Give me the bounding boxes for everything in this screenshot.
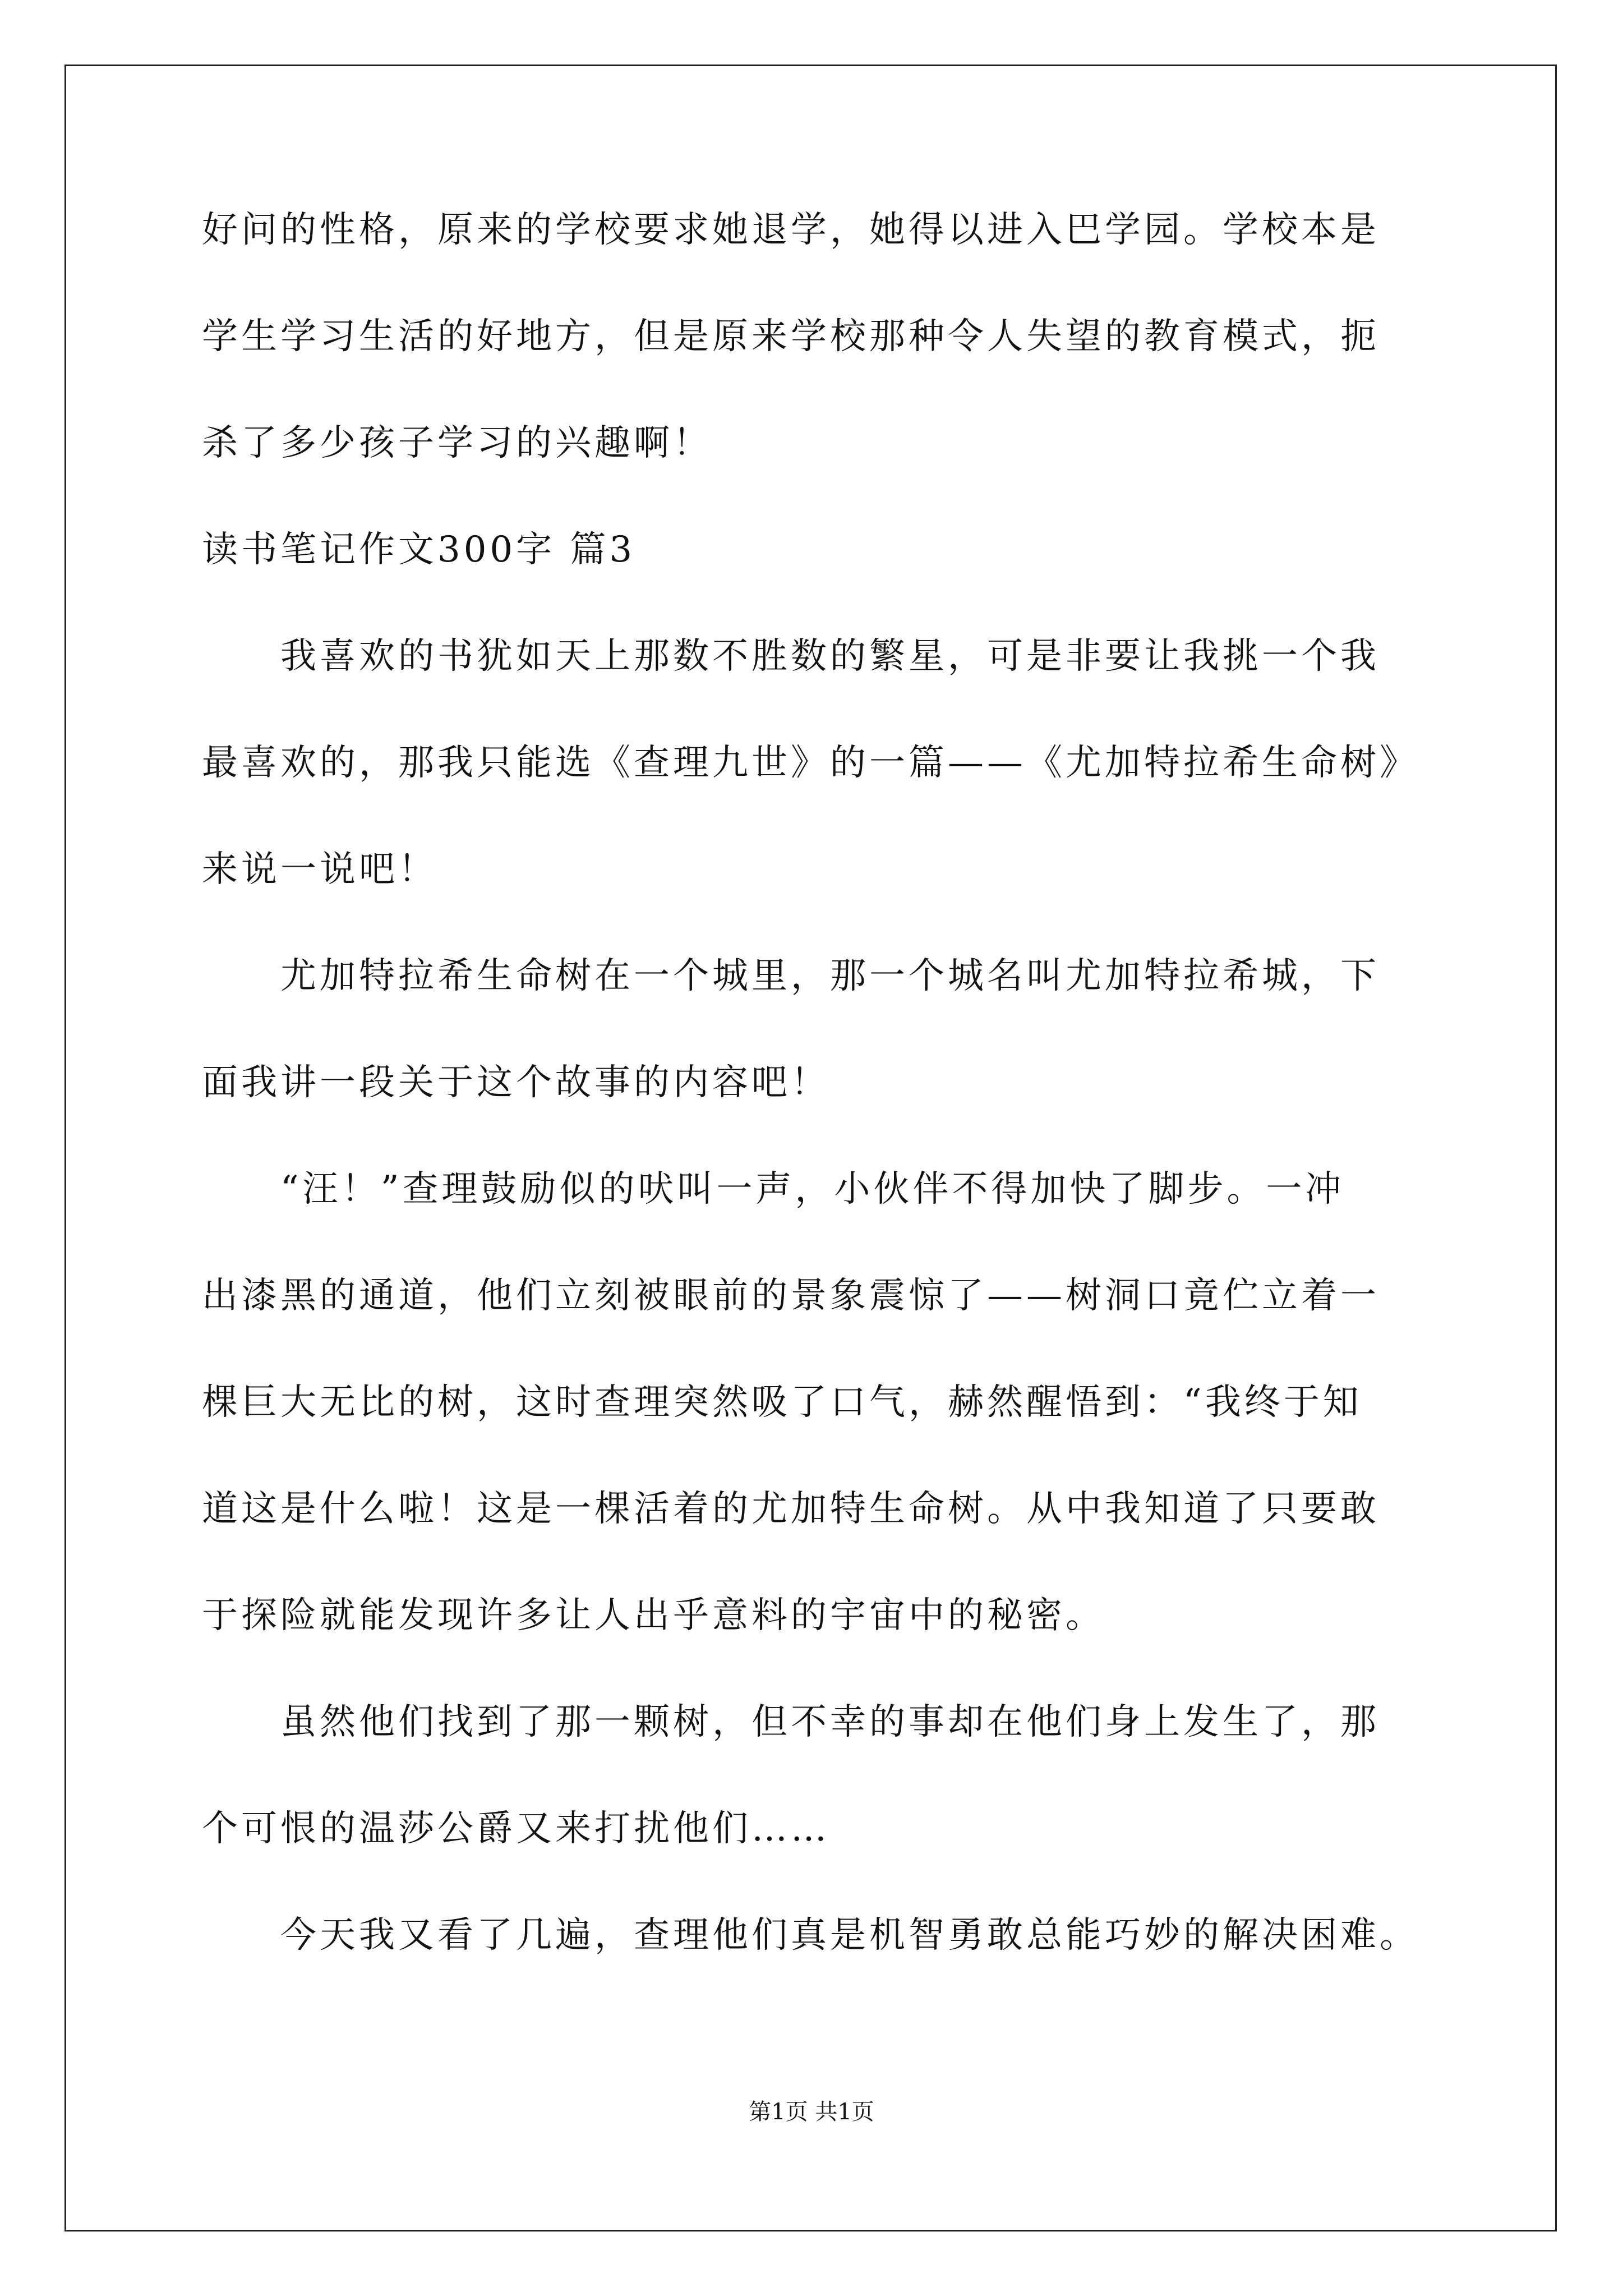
text-line: “汪！”查理鼓励似的吠叫一声，小伙伴不得加快了脚步。一冲 (280, 1168, 1345, 1210)
page-number-footer: 第1页 共1页 (749, 2099, 874, 2125)
text-line: 学生学习生活的好地方，但是原来学校那种令人失望的教育模式，扼 (202, 316, 1380, 357)
text-line: 于探险就能发现许多让人出乎意料的宇宙中的秘密。 (202, 1595, 1105, 1636)
text-line: 杀了多少孩子学习的兴趣啊！ (202, 422, 712, 464)
text-line: 个可恨的温莎公爵又来打扰他们…… (202, 1808, 830, 1849)
page-border (64, 65, 1557, 2231)
text-line: 最喜欢的，那我只能选《查理九世》的一篇——《尤加特拉希生命树》 (202, 742, 1419, 784)
text-line: 棵巨大无比的树，这时查理突然吸了口气，赫然醒悟到：“我终于知 (202, 1382, 1362, 1423)
text-line: 来说一说吧！ (202, 849, 437, 890)
text-line: 道这是什么啦！这是一棵活着的尤加特生命树。从中我知道了只要敢 (202, 1488, 1380, 1530)
text-line: 好问的性格，原来的学校要求她退学，她得以进入巴学园。学校本是 (202, 209, 1380, 251)
text-line: 面我讲一段关于这个故事的内容吧！ (202, 1062, 830, 1103)
text-line: 出漆黑的通道，他们立刻被眼前的景象震惊了——树洞口竟伫立着一 (202, 1275, 1380, 1317)
section-heading: 读书笔记作文300字 篇3 (202, 529, 636, 570)
text-line: 我喜欢的书犹如天上那数不胜数的繁星，可是非要让我挑一个我 (280, 636, 1380, 677)
text-line: 虽然他们找到了那一颗树，但不幸的事却在他们身上发生了，那 (280, 1701, 1380, 1743)
text-line: 今天我又看了几遍，查理他们真是机智勇敢总能巧妙的解决困难。 (280, 1915, 1419, 1956)
text-line: 尤加特拉希生命树在一个城里，那一个城名叫尤加特拉希城，下 (280, 955, 1380, 997)
